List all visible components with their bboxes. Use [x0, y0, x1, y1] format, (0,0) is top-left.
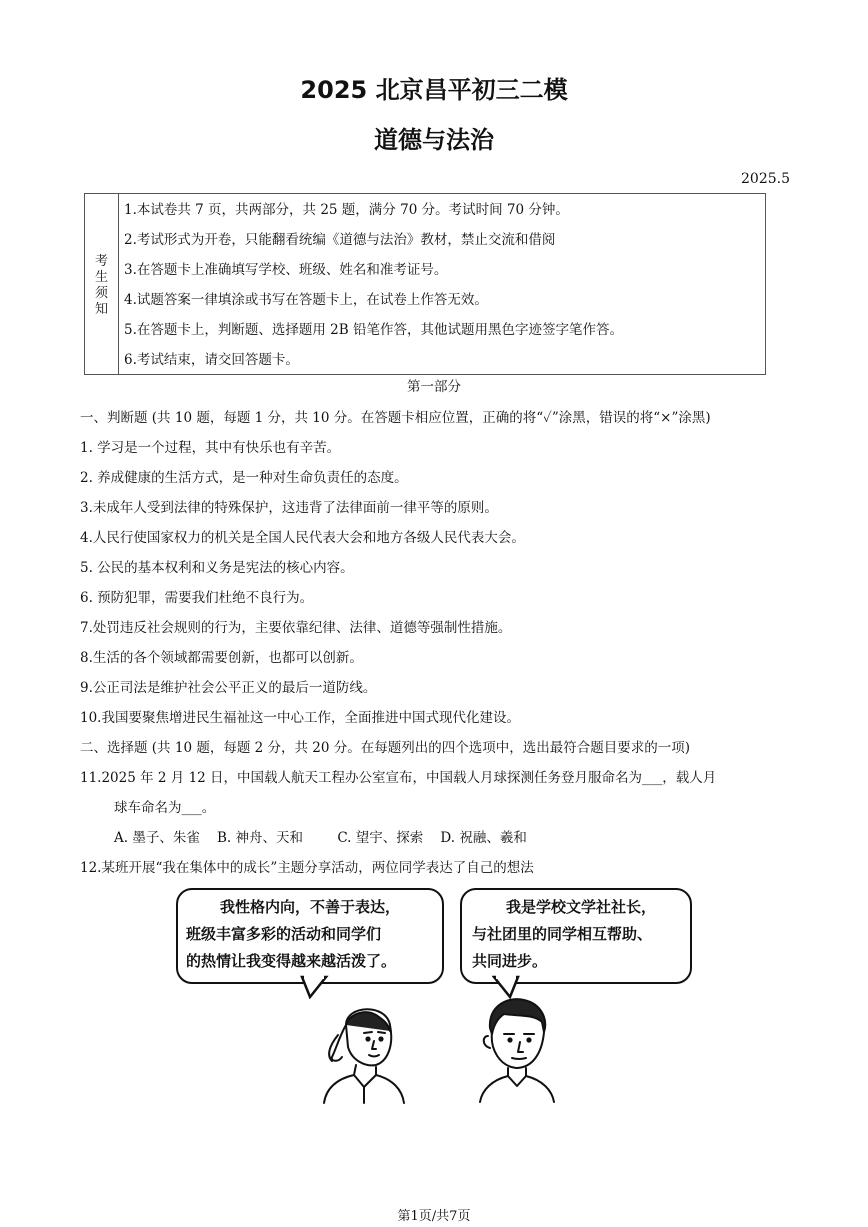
- notice-label-char: 生: [94, 270, 108, 285]
- exam-date: 2025.5: [741, 171, 790, 187]
- right-bubble-line: 与社团里的同学相互帮助、: [472, 925, 653, 943]
- question-11-stem-continued: 球车命名为___。: [114, 800, 216, 816]
- notice-item: 1.本试卷共 7 页，共两部分，共 25 题，满分 70 分。考试时间 70 分钟。: [124, 202, 569, 218]
- left-bubble-line: 我性格内向，不善于表达，: [220, 898, 401, 916]
- left-bubble-line: 的热情让我变得越来越活泼了。: [186, 952, 397, 970]
- judge-question: 5. 公民的基本权利和义务是宪法的核心内容。: [80, 560, 354, 576]
- judge-question: 7.处罚违反社会规则的行为，主要依靠纪律、法律、道德等强制性措施。: [80, 620, 512, 636]
- judge-question: 1. 学习是一个过程，其中有快乐也有辛苦。: [80, 440, 341, 456]
- part-one-title: 第一部分: [407, 379, 461, 395]
- judge-question: 8.生活的各个领域都需要创新，也都可以创新。: [80, 650, 363, 666]
- notice-item: 2.考试形式为开卷，只能翻看统编《道德与法治》教材，禁止交流和借阅: [124, 232, 556, 248]
- exam-subject: 道德与法治: [374, 126, 494, 154]
- choice-section-heading: 二、选择题 (共 10 题，每题 2 分，共 20 分。在每题列出的四个选项中，选出最符合题目要求的一项): [80, 740, 691, 756]
- notice-label: [85, 194, 119, 374]
- left-bubble-line: 班级丰富多彩的活动和同学们: [186, 925, 382, 943]
- notice-label-char: 考: [94, 254, 108, 269]
- judge-question: 6. 预防犯罪，需要我们杜绝不良行为。: [80, 590, 314, 606]
- judge-question: 2. 养成健康的生活方式，是一种对生命负责任的态度。: [80, 470, 408, 486]
- right-bubble-line: 我是学校文学社社长，: [506, 898, 657, 916]
- notice-item: 6.考试结束，请交回答题卡。: [124, 352, 299, 368]
- right-bubble-line: 共同进步。: [472, 952, 548, 970]
- notice-item: 3.在答题卡上准确填写学校、班级、姓名和准考证号。: [124, 262, 448, 278]
- question-11-stem: 11.2025 年 2 月 12 日，中国载人航天工程办公室宣布，中国载人月球探测任务登月服命名为___，载人月: [80, 770, 717, 786]
- judge-section-heading: 一、判断题 (共 10 题，每题 1 分，共 10 分。在答题卡相应位置，正确的将“✓”涂黑，错误的将“×”涂黑): [80, 410, 711, 426]
- girl-student-illustration: [316, 995, 416, 1105]
- question-11-options: A. 墨子、朱雀 B. 神舟、天和 C. 望宇、探索 D. 祝融、羲和: [114, 830, 527, 846]
- exam-title: 2025 北京昌平初三二模: [300, 76, 568, 104]
- candidate-notice-box: [84, 193, 766, 375]
- judge-question: 9.公正司法是维护社会公平正义的最后一道防线。: [80, 680, 377, 696]
- page-footer: 第1页/共7页: [397, 1209, 471, 1224]
- notice-item: 4.试题答案一律填涂或书写在答题卡上，在试卷上作答无效。: [124, 292, 488, 308]
- notice-label-char: 知: [94, 302, 108, 317]
- notice-item: 5.在答题卡上，判断题、选择题用 2B 铅笔作答，其他试题用黑色字迹签字笔作答。: [124, 322, 623, 338]
- judge-question: 10.我国要聚焦增进民生福祉这一中心工作，全面推进中国式现代化建设。: [80, 710, 520, 726]
- judge-question: 3.未成年人受到法律的特殊保护，这违背了法律面前一律平等的原则。: [80, 500, 498, 516]
- notice-label-char: 须: [94, 286, 108, 301]
- boy-student-illustration: [468, 992, 568, 1104]
- judge-question: 4.人民行使国家权力的机关是全国人民代表大会和地方各级人民代表大会。: [80, 530, 525, 546]
- question-12-stem: 12.某班开展“我在集体中的成长”主题分享活动，两位同学表达了自己的想法: [80, 860, 534, 876]
